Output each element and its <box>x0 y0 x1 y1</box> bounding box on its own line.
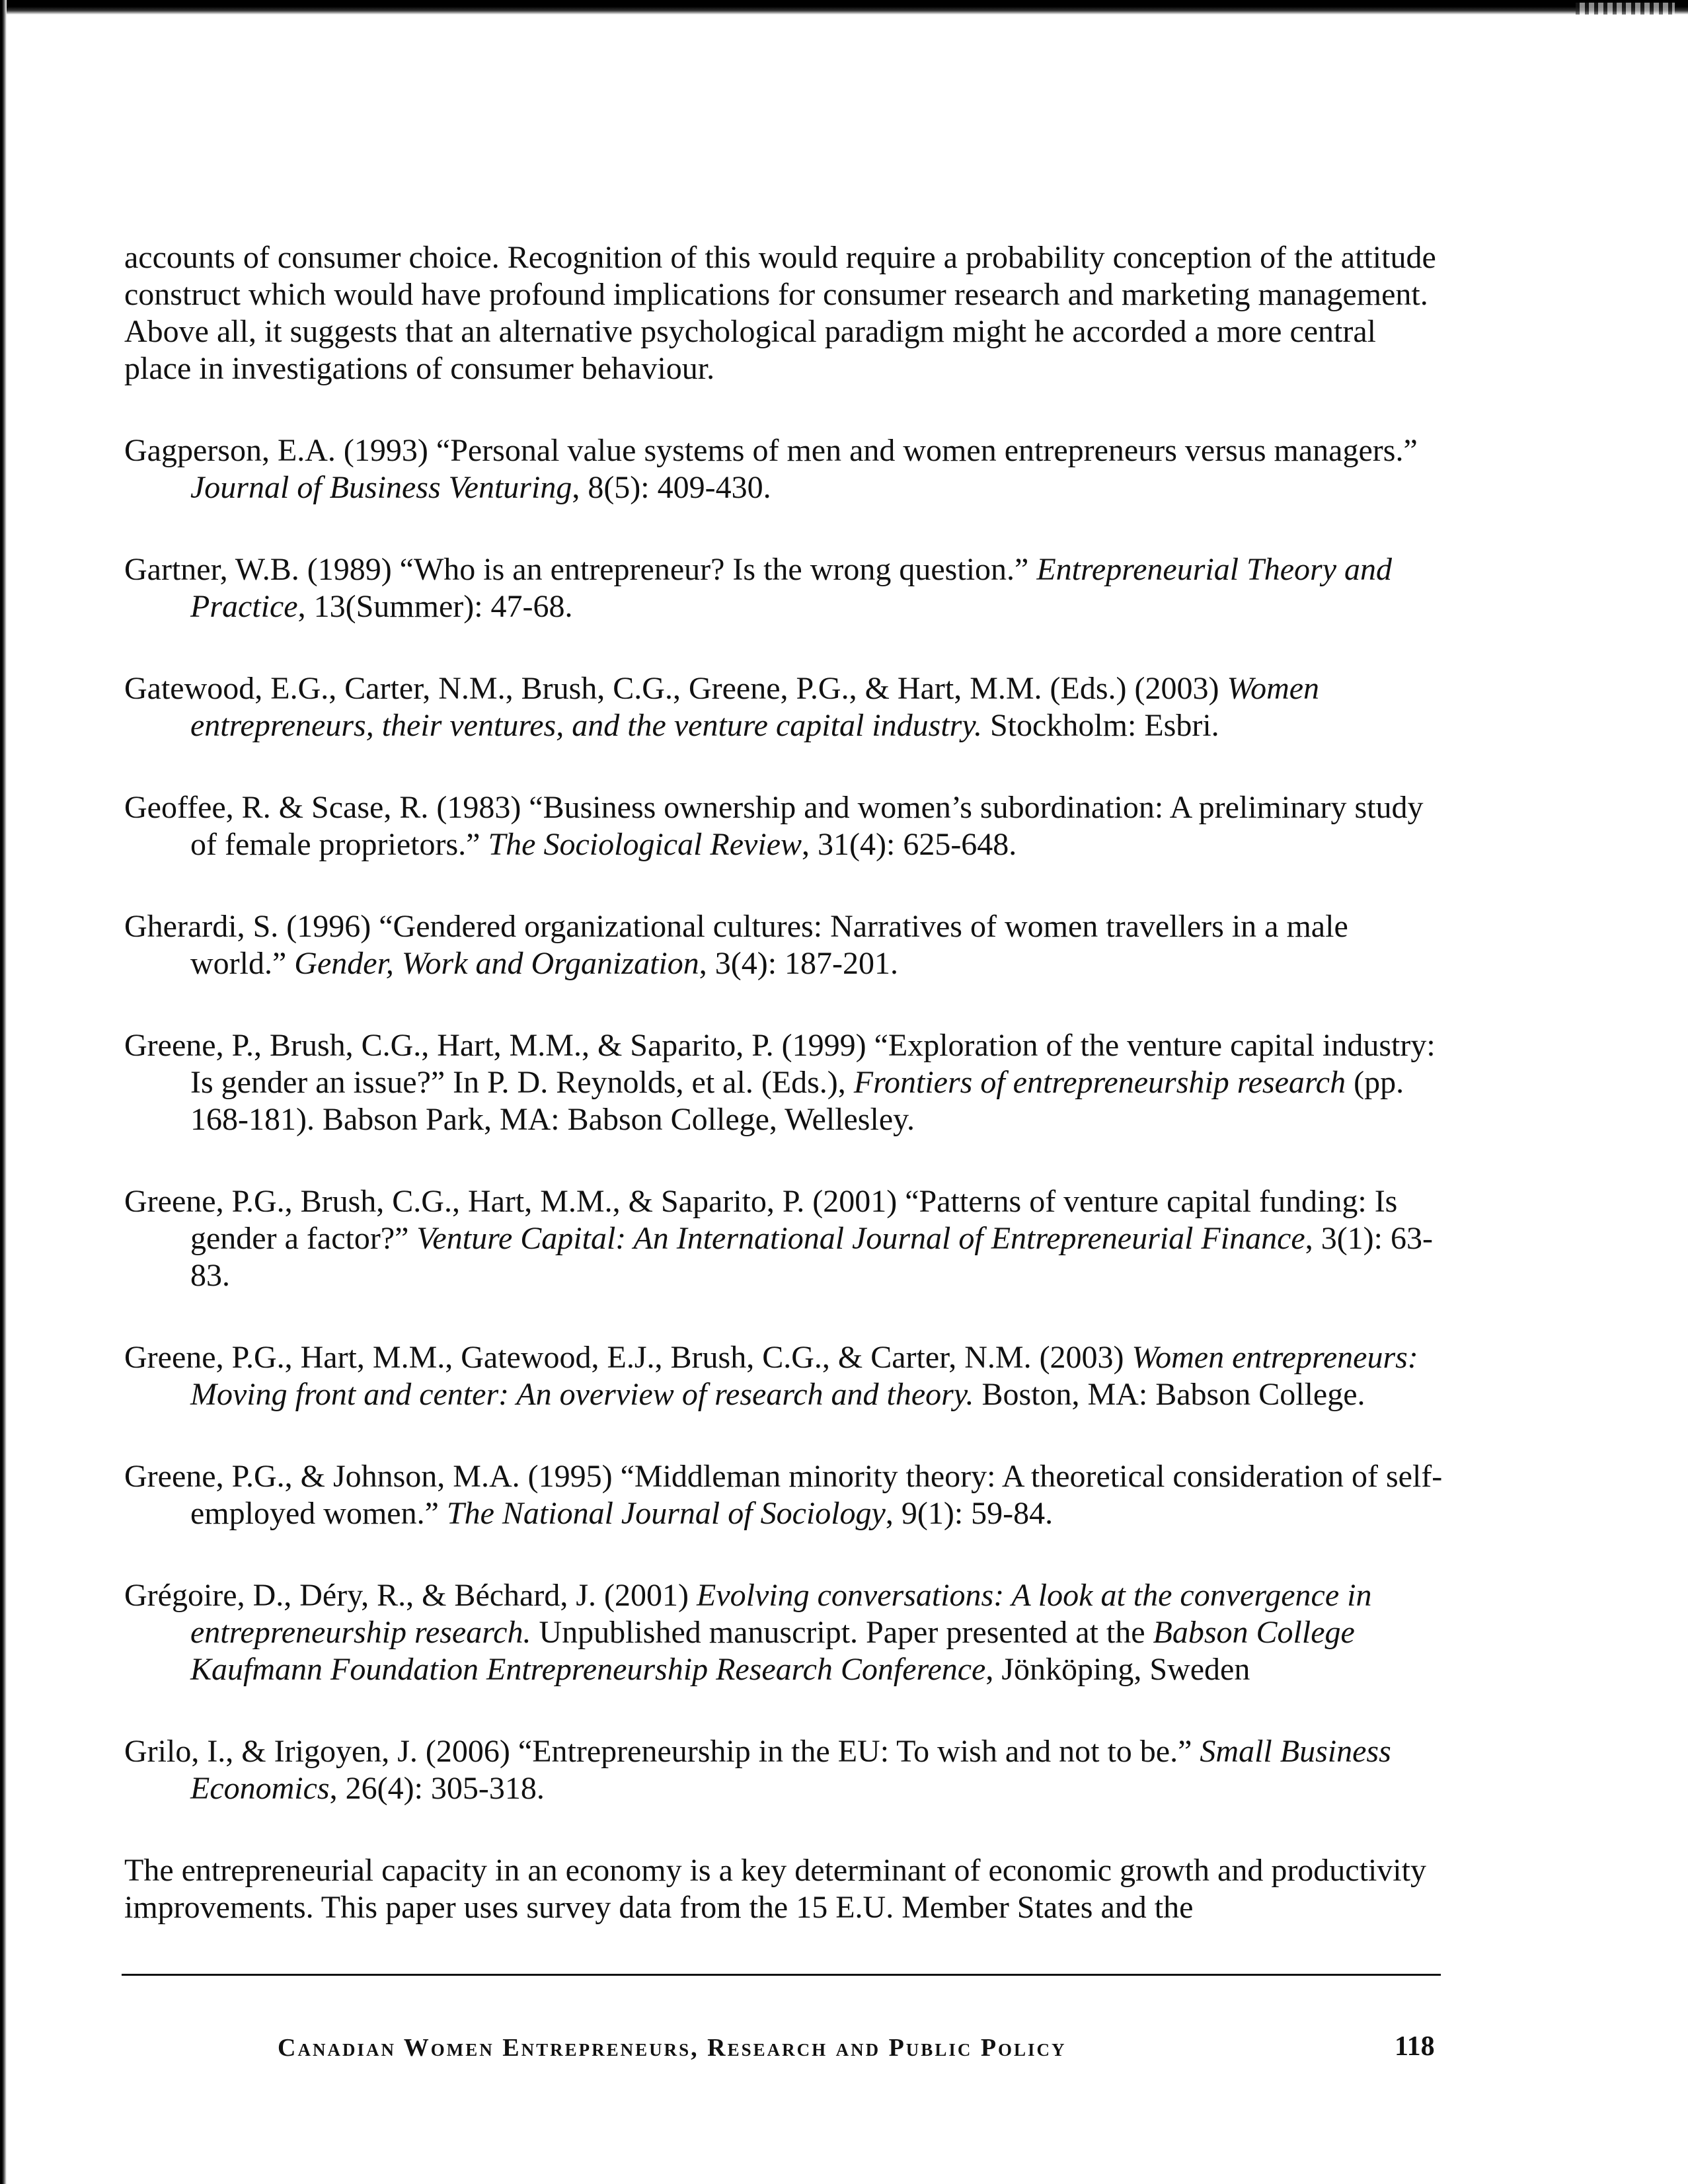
reference-details: , 31(4): 625-648. <box>802 827 1017 862</box>
reference-source: Women entrepreneurs, their ventures, and the venture capital industry. <box>190 671 1320 743</box>
reference-entry <box>124 789 1446 863</box>
running-footer-title: Canadian Women Entrepreneurs, Research and Public Policy <box>278 2034 1067 2062</box>
reference-source: Venture Capital: An International Journal of Entrepreneurial Finance <box>416 1221 1305 1256</box>
closing-paragraph: The entrepreneurial capacity in an economy is a key determinant of economic growth and productivity improvements. This paper uses survey data from the 15 E.U. Member States and the <box>124 1853 1426 1925</box>
reference-entry <box>124 1027 1446 1138</box>
reference-text: Gartner, W.B. (1989) “Who is an entrepreneur? Is the wrong question.” <box>124 552 1037 587</box>
reference-entry <box>124 1458 1446 1532</box>
reference-text: Greene, P.G., Hart, M.M., Gatewood, E.J., Brush, C.G., & Carter, N.M. (2003) <box>124 1340 1132 1375</box>
reference-source: Women entrepreneurs: Moving front and center: An overview of research and theory. <box>190 1340 1418 1412</box>
reference-entry <box>124 1339 1446 1413</box>
footer-divider <box>122 1974 1441 1976</box>
intro-paragraph: accounts of consumer choice. Recognition of this would require a probability conception of the attitude construct which would have profound implications for consumer research and marketing management. Above all, it suggests that an alternative psychological paradigm might he accorded a more central place in investigations of consumer behaviour. <box>124 240 1436 386</box>
scan-edge-left <box>0 0 7 2184</box>
reference-entry <box>124 1733 1446 1807</box>
reference-entry <box>124 551 1446 625</box>
scan-artifact <box>1576 3 1675 15</box>
reference-details: Stockholm: Esbri. <box>981 708 1219 743</box>
page-body <box>124 239 1446 1971</box>
reference-source: Entrepreneurial Theory and Practice <box>190 552 1393 624</box>
scan-edge-top <box>0 0 1688 15</box>
reference-text: Geoffee, R. & Scase, R. (1983) “Business ownership and women’s subordination: A preliminary study of female proprietors.” <box>124 790 1424 862</box>
reference-entry <box>124 1183 1446 1294</box>
reference-text: Grégoire, D., Déry, R., & Béchard, J. (2001) <box>124 1578 697 1613</box>
reference-source: Gender, Work and Organization <box>294 946 699 981</box>
reference-location: , Jönköping, Sweden <box>985 1652 1250 1687</box>
reference-conference: Babson College Kaufmann Foundation Entrepreneurship Research Conference <box>190 1615 1355 1687</box>
reference-details: , 9(1): 59-84. <box>885 1496 1054 1531</box>
reference-list <box>124 432 1446 1807</box>
reference-details: , 3(1): 63-83. <box>190 1221 1433 1293</box>
reference-details: , 13(Summer): 47-68. <box>297 589 573 624</box>
reference-details: Boston, MA: Babson College. <box>974 1377 1365 1412</box>
reference-text: Gherardi, S. (1996) “Gendered organizational cultures: Narratives of women travellers in a male world.” <box>124 909 1348 981</box>
reference-entry <box>124 670 1446 744</box>
reference-text: Grilo, I., & Irigoyen, J. (2006) “Entrepreneurship in the EU: To wish and not to be.” <box>124 1734 1200 1769</box>
reference-source: Frontiers of entrepreneurship research <box>853 1065 1346 1100</box>
reference-source: Evolving conversations: A look at the convergence in entrepreneurship research. <box>190 1578 1372 1650</box>
page-number: 118 <box>1395 2031 1435 2062</box>
reference-details: , 3(4): 187-201. <box>699 946 899 981</box>
reference-text: Greene, P., Brush, C.G., Hart, M.M., & Saparito, P. (1999) “Exploration of the venture capital industry: Is gender an issue?” In P. D. Reynolds, et al. (Eds.), <box>124 1028 1436 1100</box>
reference-details: (pp. 168-181). Babson Park, MA: Babson College, Wellesley. <box>190 1065 1404 1137</box>
reference-details: , 26(4): 305-318. <box>329 1771 545 1806</box>
reference-text: Greene, P.G., & Johnson, M.A. (1995) “Middleman minority theory: A theoretical consideration of self-employed women.” <box>124 1459 1443 1531</box>
reference-source: The Sociological Review <box>488 827 802 862</box>
reference-details: , 8(5): 409-430. <box>572 470 771 505</box>
reference-source: Small Business Economics <box>190 1734 1391 1806</box>
reference-text: Gatewood, E.G., Carter, N.M., Brush, C.G., Greene, P.G., & Hart, M.M. (Eds.) (2003) <box>124 671 1227 706</box>
reference-source: Journal of Business Venturing <box>190 470 572 505</box>
reference-entry <box>124 1577 1446 1688</box>
reference-text: Greene, P.G., Brush, C.G., Hart, M.M., & Saparito, P. (2001) “Patterns of venture capital funding: Is gender a factor?” <box>124 1184 1398 1256</box>
reference-details: Unpublished manuscript. Paper presented at the <box>531 1615 1153 1650</box>
reference-entry <box>124 908 1446 982</box>
reference-entry <box>124 432 1446 506</box>
reference-text: Gagperson, E.A. (1993) “Personal value systems of men and women entrepreneurs versus managers.” <box>124 433 1418 468</box>
reference-source: The National Journal of Sociology <box>446 1496 886 1531</box>
